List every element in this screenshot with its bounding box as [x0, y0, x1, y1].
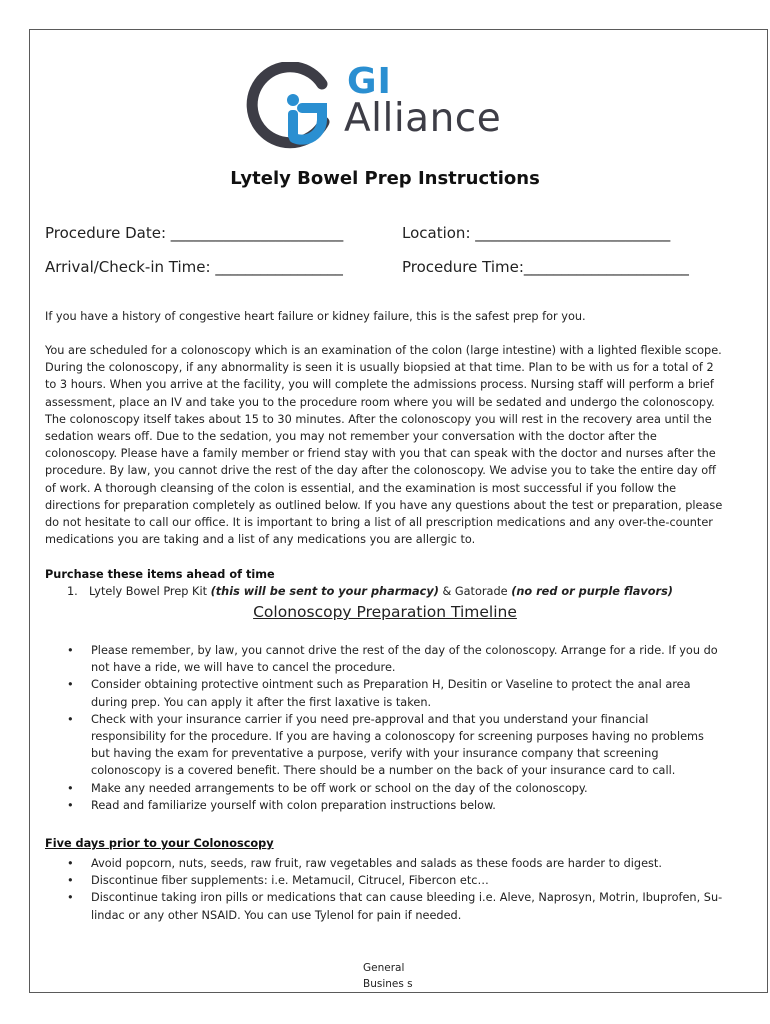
purchase-item-text: Lytely Bowel Prep Kit	[89, 585, 211, 598]
purchase-item	[67, 585, 673, 598]
procedure-date-field: Procedure Date: _______________________	[45, 224, 344, 242]
list-item-text: Avoid popcorn, nuts, seeds, raw fruit, raw vegetables and salads as these foods are harder to digest.	[91, 857, 662, 870]
page-title: Lytely Bowel Prep Instructions	[230, 168, 540, 189]
list-item	[45, 642, 725, 676]
logo-alliance-text: Alliance	[344, 96, 502, 141]
location-field: Location: __________________________	[402, 224, 671, 242]
timeline-list	[45, 642, 725, 814]
gi-alliance-logo	[244, 62, 534, 154]
list-item	[45, 676, 725, 710]
five-days-heading: Five days prior to your Colonoscopy	[45, 837, 274, 850]
arrival-time-field: Arrival/Check-in Time: _________________	[45, 258, 343, 276]
list-item	[45, 872, 725, 889]
main-paragraph: You are scheduled for a colonoscopy which is an examination of the colon (large intestine) with a lighted flexible scope. During the colonoscopy, if any abnormality is seen it is usually biopsied at that time. Plan to be with us for a total of 2 to 3 hours. When you arrive at the facility, you will complete the admissions process. Nursing staff will perform a brief assessment, place an IV and take you to the procedure room where you will be sedated and undergo the colonoscopy. The colonoscopy itself takes about 15 to 30 minutes. After the colonoscopy you will rest in the recovery area until the sedation wears off. Due to the sedation, you may not remember your conversation with the doctor after the colonoscopy. Please have a family member or friend stay with you that can speak with the doctor and nurses after the procedure. By law, you cannot drive the rest of the day after the colonoscopy. We advise you to take the entire day off of work. A thorough cleansing of the colon is essential, and the examination is most successful if you follow the directions for preparation completely as outlined below. If you have any questions about the test or preparation, please do not hesitate to call our office. It is important to bring a list of all prescription medications and any over-the-counter medications you are taking and a list of any medications you are allergic to.	[45, 344, 723, 547]
list-item-text: Consider obtaining protective ointment such as Preparation H, Desitin or Vaseline to protect the anal area during prep. You can apply it after the first laxative is taken.	[91, 678, 691, 709]
gi-logo-mark-icon	[244, 62, 344, 154]
list-item	[45, 711, 725, 780]
list-item-text: Make any needed arrangements to be off work or school on the day of the colonoscopy.	[91, 781, 588, 795]
purchase-heading: Purchase these items ahead of time	[45, 568, 275, 581]
purchase-item-number: 1.	[67, 585, 78, 598]
list-item	[45, 780, 725, 797]
list-item-text: Check with your insurance carrier if you need pre-approval and that you understand your financial responsibility for the procedure. If you are having a colonoscopy for screening purposes having no problems but having the exam for preventative a purpose, verify with your insurance company that screening colonoscopy is a covered benefit. There should be a number on the back of your insurance card to call.	[91, 712, 704, 778]
footer-note: General Busines s	[363, 962, 413, 990]
list-item-text: Discontinue taking iron pills or medications that can cause bleeding i.e. Aleve, Naprosyn, Motrin, Ibuprofen, Su-lindac or any other NSAID. You can use Tylenol for pain if needed.	[91, 891, 723, 922]
timeline-heading: Colonoscopy Preparation Timeline	[253, 603, 517, 621]
bullet-icon: •	[67, 891, 74, 905]
bullet-icon: •	[67, 798, 74, 812]
list-item	[45, 889, 725, 923]
list-item-text: Read and familiarize yourself with colon preparation instructions below.	[91, 798, 496, 812]
purchase-item-mid: & Gatorade	[438, 585, 512, 598]
list-item	[45, 797, 725, 814]
list-item	[45, 855, 725, 872]
bullet-icon: •	[67, 781, 74, 795]
list-item-text: Please remember, by law, you cannot drive the rest of the day of the colonoscopy. Arrange for a ride. If you do not have a ride, we will have to cancel the procedure.	[91, 644, 718, 675]
five-days-list	[45, 855, 725, 924]
bullet-icon: •	[67, 644, 74, 657]
list-item-text: Discontinue fiber supplements: i.e. Metamucil, Citrucel, Fibercon etc…	[91, 874, 489, 888]
procedure-time-field: Procedure Time:______________________	[402, 258, 689, 276]
logo-gi-text: GI	[347, 61, 392, 102]
bullet-icon: •	[67, 678, 74, 692]
bullet-icon: •	[67, 712, 74, 726]
bullet-icon: •	[67, 857, 74, 870]
intro-paragraph: If you have a history of congestive heart failure or kidney failure, this is the safest prep for you.	[45, 310, 586, 323]
purchase-item-note: (this will be sent to your pharmacy)	[210, 585, 439, 598]
bullet-icon: •	[67, 874, 74, 888]
purchase-item-note2: (no red or purple flavors)	[511, 585, 673, 598]
